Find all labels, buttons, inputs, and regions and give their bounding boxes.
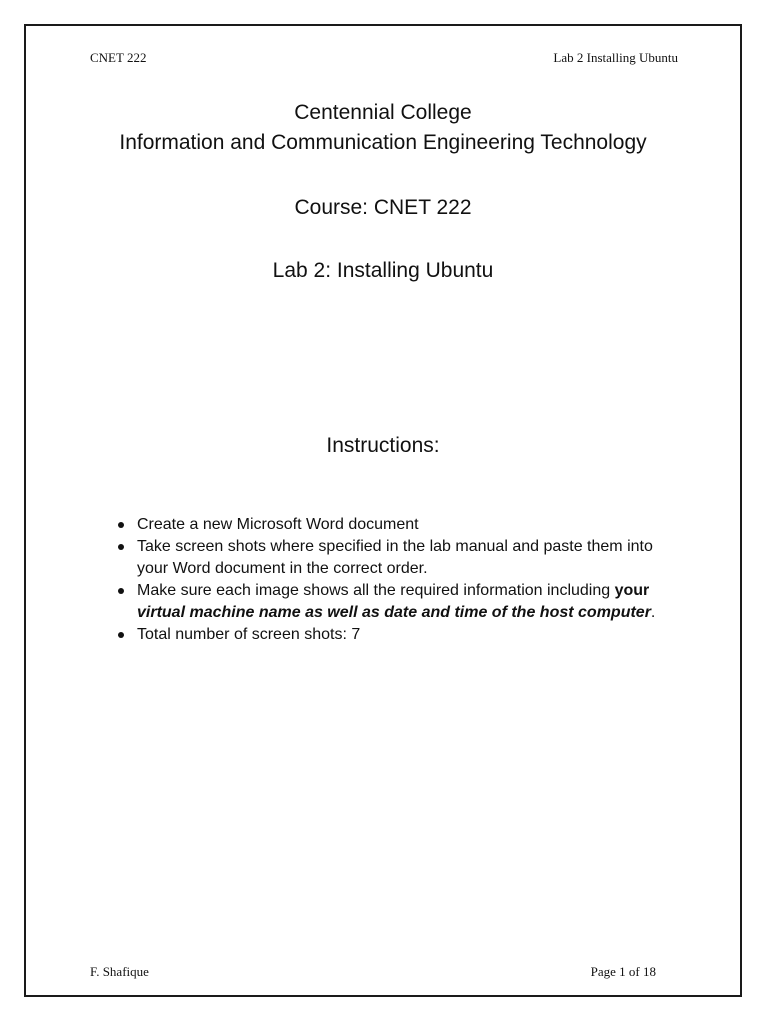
list-item-text: Make sure each image shows all the required information including xyxy=(137,582,615,599)
footer-author: F. Shafique xyxy=(90,964,149,979)
list-item xyxy=(116,514,686,536)
header-lab-title: Lab 2 Installing Ubuntu xyxy=(553,50,678,65)
list-item-bold-text: your xyxy=(614,582,650,599)
footer-page-number: Page 1 of 18 xyxy=(590,964,656,979)
header-course-code: CNET 222 xyxy=(90,50,147,65)
list-item-text: Create a new Microsoft Word document xyxy=(137,516,419,533)
lab-block xyxy=(26,256,740,286)
list-item xyxy=(116,624,686,646)
list-item xyxy=(116,580,686,624)
lab-title: Lab 2: Installing Ubuntu xyxy=(272,259,494,282)
course-block xyxy=(26,193,740,223)
bullet-icon xyxy=(118,522,124,528)
instructions-heading: Instructions: xyxy=(326,434,440,457)
list-item-text: Total number of screen shots: 7 xyxy=(137,626,361,643)
list-item-text: Take screen shots where specified in the lab manual and paste them into your Word document in the correct order. xyxy=(137,538,653,577)
list-item-bold-italic-text: virtual machine name as well as date and time of the host computer xyxy=(137,604,651,621)
list-item-period: . xyxy=(650,604,656,621)
college-name: Centennial College xyxy=(294,101,472,124)
department-name: Information and Communication Engineering Technology xyxy=(119,131,647,154)
list-item xyxy=(116,536,686,580)
bullet-icon xyxy=(118,588,124,594)
bullet-icon xyxy=(118,632,124,638)
document-page xyxy=(24,24,742,997)
instructions-list xyxy=(116,514,686,646)
title-block xyxy=(26,98,740,158)
instructions-block xyxy=(26,431,740,461)
course-title: Course: CNET 222 xyxy=(294,196,472,219)
bullet-icon xyxy=(118,544,124,550)
